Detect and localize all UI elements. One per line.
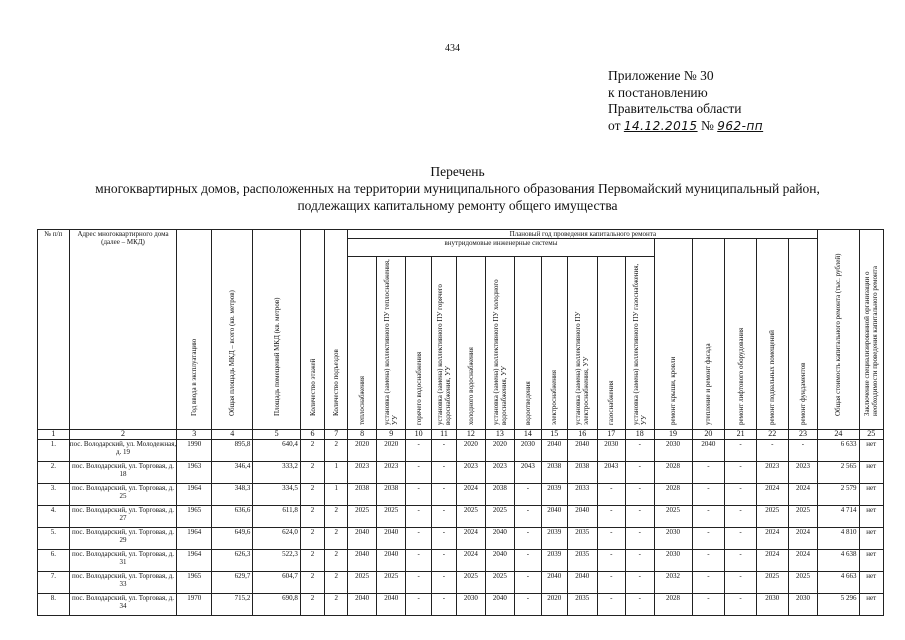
- table-cell: 4 810: [818, 528, 859, 550]
- table-cell: -: [406, 484, 431, 506]
- appendix-date-line: [608, 118, 763, 135]
- table-cell: 2: [300, 550, 324, 572]
- table-cell: нет: [859, 594, 884, 616]
- table-cell: 4 714: [818, 506, 859, 528]
- table-cell: 2025: [376, 506, 406, 528]
- table-cell: 2040: [376, 528, 406, 550]
- table-cell: 2025: [457, 506, 486, 528]
- table-cell: нет: [859, 506, 884, 528]
- column-number: 20: [692, 430, 725, 440]
- table-cell: 895,8: [212, 440, 253, 462]
- table-row: [38, 462, 884, 484]
- table-cell: 2040: [376, 550, 406, 572]
- table-cell: 2023: [756, 462, 788, 484]
- table-cell: 636,6: [212, 506, 253, 528]
- table-cell: нет: [859, 550, 884, 572]
- address-cell: пос. Володарский, ул. Торговая, д. 33: [69, 572, 177, 594]
- table-cell: -: [725, 462, 757, 484]
- table-cell: 1964: [177, 550, 212, 572]
- table-cell: 2025: [788, 506, 818, 528]
- table-cell: 2024: [788, 550, 818, 572]
- table-cell: нет: [859, 572, 884, 594]
- table-cell: -: [431, 594, 456, 616]
- table-cell: 2038: [485, 484, 515, 506]
- header-total-cost: Общая стоимость капитального ремонта (тыс. рублей): [818, 230, 859, 430]
- column-number: 12: [457, 430, 486, 440]
- table-cell: 2040: [541, 506, 567, 528]
- table-cell: -: [626, 550, 655, 572]
- handwritten-date: 14.12.2015: [623, 118, 698, 133]
- table-cell: 2028: [654, 462, 692, 484]
- table-cell: 4 638: [818, 550, 859, 572]
- table-cell: 2025: [756, 506, 788, 528]
- header-address: Адрес многоквартирного дома (далее – МКД): [69, 230, 177, 430]
- table-row: [38, 484, 884, 506]
- table-cell: -: [597, 550, 626, 572]
- header-year: Год ввода в эксплуатацию: [177, 230, 212, 430]
- column-number-row: [38, 430, 884, 440]
- table-cell: -: [597, 484, 626, 506]
- handwritten-number: 962-пп: [717, 118, 764, 133]
- table-cell: -: [692, 528, 725, 550]
- table-cell: 2025: [485, 506, 515, 528]
- table-cell: -: [515, 528, 541, 550]
- table-cell: -: [788, 440, 818, 462]
- table-cell: 2: [300, 506, 324, 528]
- table-cell: 2 565: [818, 462, 859, 484]
- table-cell: 2023: [457, 462, 486, 484]
- table-cell: -: [597, 528, 626, 550]
- table-cell: 626,3: [212, 550, 253, 572]
- table-row: [38, 594, 884, 616]
- column-number: 9: [376, 430, 406, 440]
- table-cell: 2038: [348, 484, 377, 506]
- table-cell: 2023: [485, 462, 515, 484]
- header-col-10: горячего водоснабжения: [406, 257, 431, 430]
- address-cell: пос. Володарский, ул. Молодежная, д. 19: [69, 440, 177, 462]
- table-cell: 2030: [654, 550, 692, 572]
- table-cell: нет: [859, 440, 884, 462]
- header-col-18: установка (замена) коллективного ПУ газоснабжения, УУ: [626, 257, 655, 430]
- table-cell: 2025: [485, 572, 515, 594]
- table-cell: -: [515, 572, 541, 594]
- table-row: [38, 506, 884, 528]
- column-number: 3: [177, 430, 212, 440]
- table-cell: 2040: [567, 440, 597, 462]
- title-line-1: Перечень: [430, 164, 485, 179]
- table-cell: -: [626, 462, 655, 484]
- table-cell: 2024: [756, 484, 788, 506]
- table-cell: 2035: [567, 528, 597, 550]
- table-cell: 2030: [597, 440, 626, 462]
- table-cell: 2024: [788, 484, 818, 506]
- appendix-line-2: к постановлению: [608, 84, 708, 100]
- table-cell: -: [725, 594, 757, 616]
- table-cell: 2028: [654, 484, 692, 506]
- address-cell: пос. Володарский, ул. Торговая, д. 27: [69, 506, 177, 528]
- table-cell: 2040: [348, 550, 377, 572]
- table-cell: 2024: [457, 528, 486, 550]
- table-cell: 2025: [348, 506, 377, 528]
- table-cell: 2: [300, 462, 324, 484]
- table-cell: 629,7: [212, 572, 253, 594]
- table-cell: 2040: [485, 528, 515, 550]
- table-cell: 2024: [756, 550, 788, 572]
- table-cell: -: [431, 440, 456, 462]
- table-cell: 2038: [567, 462, 597, 484]
- table-cell: 4 663: [818, 572, 859, 594]
- table-cell: -: [692, 462, 725, 484]
- table-cell: 2043: [515, 462, 541, 484]
- housing-table: [37, 229, 884, 616]
- table-cell: 2: [300, 572, 324, 594]
- table-cell: -: [626, 484, 655, 506]
- table-row: [38, 440, 884, 462]
- header-floors: Количество этажей: [300, 230, 324, 430]
- table-cell: 2: [325, 572, 348, 594]
- table-body: [38, 440, 884, 616]
- table-cell: -: [725, 484, 757, 506]
- table-cell: 522,3: [253, 550, 301, 572]
- column-number: 14: [515, 430, 541, 440]
- table-cell: 2040: [485, 594, 515, 616]
- table-cell: -: [431, 550, 456, 572]
- column-numbers: [38, 430, 884, 440]
- column-number: 21: [725, 430, 757, 440]
- column-number: 6: [300, 430, 324, 440]
- table-cell: -: [725, 550, 757, 572]
- table-cell: -: [406, 440, 431, 462]
- table-cell: 649,6: [212, 528, 253, 550]
- table-cell: -: [725, 528, 757, 550]
- table-cell: -: [431, 462, 456, 484]
- address-cell: пос. Володарский, ул. Торговая, д. 31: [69, 550, 177, 572]
- address-cell: пос. Володарский, ул. Торговая, д. 18: [69, 462, 177, 484]
- table-cell: 1964: [177, 528, 212, 550]
- table-cell: 2039: [541, 528, 567, 550]
- table-cell: 1990: [177, 440, 212, 462]
- table-row: [38, 550, 884, 572]
- table-cell: 2040: [376, 594, 406, 616]
- table-cell: 1965: [177, 572, 212, 594]
- header-col-12: холодного водоснабжения: [457, 257, 486, 430]
- document-title: [40, 163, 875, 214]
- table-cell: 2030: [756, 594, 788, 616]
- table-cell: 2 579: [818, 484, 859, 506]
- table-cell: -: [597, 572, 626, 594]
- header-planned-year: Плановый год проведения капитального ремонта: [348, 230, 818, 239]
- address-cell: пос. Володарский, ул. Торговая, д. 25: [69, 484, 177, 506]
- table-cell: 1964: [177, 484, 212, 506]
- table-cell: 2020: [457, 440, 486, 462]
- table-cell: 2: [300, 484, 324, 506]
- column-number: 10: [406, 430, 431, 440]
- table-cell: -: [725, 506, 757, 528]
- header-col-21: ремонт лифтового оборудования: [725, 239, 757, 430]
- table-cell: 2023: [348, 462, 377, 484]
- table-cell: 2025: [756, 572, 788, 594]
- column-number: 7: [325, 430, 348, 440]
- table-cell: 2040: [348, 528, 377, 550]
- table-row: [38, 528, 884, 550]
- header-col-15: электроснабжения: [541, 257, 567, 430]
- header-col-19: ремонт крыши, кровли: [654, 239, 692, 430]
- table-cell: -: [515, 506, 541, 528]
- column-number: 11: [431, 430, 456, 440]
- header-conclusion: Заключение специализированной организации о необходимости проведения капитального ремонта: [859, 230, 884, 430]
- table-cell: 1970: [177, 594, 212, 616]
- table-cell: 611,8: [253, 506, 301, 528]
- table-cell: 2039: [541, 550, 567, 572]
- column-number: 8: [348, 430, 377, 440]
- table-cell: 604,7: [253, 572, 301, 594]
- column-number: 22: [756, 430, 788, 440]
- table-cell: 1: [325, 484, 348, 506]
- table-cell: 2040: [692, 440, 725, 462]
- table-cell: 2032: [654, 572, 692, 594]
- table-header: [38, 230, 884, 430]
- column-number: 24: [818, 430, 859, 440]
- table-cell: 2040: [541, 572, 567, 594]
- table-cell: 2030: [654, 528, 692, 550]
- table-cell: 1963: [177, 462, 212, 484]
- table-cell: -: [725, 572, 757, 594]
- table-cell: 2: [325, 528, 348, 550]
- table-cell: -: [597, 594, 626, 616]
- table-cell: 2035: [567, 550, 597, 572]
- table-cell: 2020: [348, 440, 377, 462]
- table-cell: -: [515, 484, 541, 506]
- table-cell: 2: [300, 440, 324, 462]
- column-number: 19: [654, 430, 692, 440]
- table-cell: 2030: [654, 440, 692, 462]
- header-col-20: утепление и ремонт фасада: [692, 239, 725, 430]
- table-cell: -: [756, 440, 788, 462]
- header-col-22: ремонт подвальных помещений: [756, 239, 788, 430]
- table-cell: -: [431, 484, 456, 506]
- table-cell: -: [626, 572, 655, 594]
- title-line-3: подлежащих капитальному ремонту общего имущества: [297, 198, 618, 213]
- table-cell: 2039: [541, 484, 567, 506]
- table-cell: 690,8: [253, 594, 301, 616]
- table-cell: -: [515, 594, 541, 616]
- row-number: 7.: [38, 572, 70, 594]
- table-cell: 2020: [541, 594, 567, 616]
- table-cell: 2040: [567, 572, 597, 594]
- table-cell: -: [626, 594, 655, 616]
- table-cell: -: [431, 506, 456, 528]
- address-cell: пос. Володарский, ул. Торговая, д. 34: [69, 594, 177, 616]
- table-cell: 2023: [376, 462, 406, 484]
- address-cell: пос. Володарский, ул. Торговая, д. 29: [69, 528, 177, 550]
- table-cell: 2038: [541, 462, 567, 484]
- table-cell: 2035: [567, 594, 597, 616]
- table-cell: 640,4: [253, 440, 301, 462]
- table-cell: 2: [300, 528, 324, 550]
- table-cell: 1965: [177, 506, 212, 528]
- row-number: 8.: [38, 594, 70, 616]
- table-cell: 6 633: [818, 440, 859, 462]
- table-cell: 2020: [376, 440, 406, 462]
- table-cell: -: [406, 550, 431, 572]
- column-number: 13: [485, 430, 515, 440]
- header-entrances: Количество подъездов: [325, 230, 348, 430]
- table-cell: 715,2: [212, 594, 253, 616]
- table-cell: 2025: [654, 506, 692, 528]
- table-cell: 2040: [348, 594, 377, 616]
- header-col-17: газоснабжения: [597, 257, 626, 430]
- table-cell: 2024: [457, 550, 486, 572]
- table-cell: 2043: [597, 462, 626, 484]
- header-col-13: установка (замена) коллективного ПУ холодного водоснабжения, УУ: [485, 257, 515, 430]
- table-cell: 2033: [567, 484, 597, 506]
- table-cell: 2040: [485, 550, 515, 572]
- table-cell: 2025: [457, 572, 486, 594]
- table-cell: нет: [859, 484, 884, 506]
- appendix-line-1: Приложение № 30: [608, 68, 714, 83]
- column-number: 17: [597, 430, 626, 440]
- table-cell: -: [692, 572, 725, 594]
- table-cell: 2040: [541, 440, 567, 462]
- date-prefix: от: [608, 117, 621, 133]
- row-number: 2.: [38, 462, 70, 484]
- table-cell: 2030: [515, 440, 541, 462]
- table-cell: 333,2: [253, 462, 301, 484]
- row-number: 6.: [38, 550, 70, 572]
- table-cell: -: [406, 572, 431, 594]
- table-cell: 2030: [457, 594, 486, 616]
- appendix-line-3: Правительства области: [608, 101, 742, 116]
- table-cell: нет: [859, 462, 884, 484]
- table-cell: 2: [325, 550, 348, 572]
- table-cell: -: [431, 572, 456, 594]
- table-cell: -: [431, 528, 456, 550]
- table-cell: -: [626, 440, 655, 462]
- table-cell: -: [515, 550, 541, 572]
- table-cell: 2025: [788, 572, 818, 594]
- table-cell: 2024: [756, 528, 788, 550]
- header-no: № п/п: [38, 230, 70, 430]
- column-number: 16: [567, 430, 597, 440]
- table-cell: 5 296: [818, 594, 859, 616]
- table-cell: -: [626, 528, 655, 550]
- table-cell: 348,3: [212, 484, 253, 506]
- table-cell: 2040: [567, 506, 597, 528]
- table-cell: -: [692, 484, 725, 506]
- column-number: 25: [859, 430, 884, 440]
- table-cell: -: [406, 462, 431, 484]
- table-cell: 2028: [654, 594, 692, 616]
- page-number: 434: [445, 43, 460, 54]
- column-number: 2: [69, 430, 177, 440]
- header-premises-area: Площадь помещений МКД (кв. метров): [253, 230, 301, 430]
- table-cell: 2: [300, 594, 324, 616]
- row-number: 1.: [38, 440, 70, 462]
- table-cell: 2020: [485, 440, 515, 462]
- row-number: 4.: [38, 506, 70, 528]
- table-cell: 1: [325, 462, 348, 484]
- table-cell: 2: [325, 506, 348, 528]
- table-cell: 2: [325, 440, 348, 462]
- table-cell: -: [406, 594, 431, 616]
- table-cell: -: [406, 506, 431, 528]
- table-cell: 2025: [348, 572, 377, 594]
- table-cell: 346,4: [212, 462, 253, 484]
- table-cell: нет: [859, 528, 884, 550]
- appendix-block: [608, 68, 763, 134]
- table-cell: -: [406, 528, 431, 550]
- column-number: 18: [626, 430, 655, 440]
- title-line-2: многоквартирных домов, расположенных на территории муниципального образования Первомайский муниципальный район,: [95, 181, 820, 196]
- column-number: 4: [212, 430, 253, 440]
- header-col-23: ремонт фундаментов: [788, 239, 818, 430]
- table-cell: 2024: [788, 528, 818, 550]
- header-internal-systems: внутридомовые инженерные системы: [348, 239, 654, 257]
- table-cell: 2024: [457, 484, 486, 506]
- table-cell: 2023: [788, 462, 818, 484]
- table-cell: -: [597, 506, 626, 528]
- header-total-area: Общая площадь МКД – всего (кв. метров): [212, 230, 253, 430]
- table-cell: 334,5: [253, 484, 301, 506]
- table-cell: -: [692, 550, 725, 572]
- table-cell: 624,0: [253, 528, 301, 550]
- header-col-16: установка (замена) коллективного ПУ электроснабжения, УУ: [567, 257, 597, 430]
- table-cell: -: [725, 440, 757, 462]
- table-cell: 2038: [376, 484, 406, 506]
- table-cell: -: [626, 506, 655, 528]
- table-cell: 2030: [788, 594, 818, 616]
- header-col-9: установка (замена) коллективного ПУ теплоснабжения, УУ: [376, 257, 406, 430]
- table-cell: 2: [325, 594, 348, 616]
- column-number: 5: [253, 430, 301, 440]
- column-number: 15: [541, 430, 567, 440]
- header-col-11: установка (замена) коллективного ПУ горячего водоснабжения, УУ: [431, 257, 456, 430]
- row-number: 3.: [38, 484, 70, 506]
- header-col-8: теплоснабжения: [348, 257, 377, 430]
- table-cell: 2025: [376, 572, 406, 594]
- header-col-14: водоотведения: [515, 257, 541, 430]
- table-cell: -: [692, 506, 725, 528]
- number-prefix: №: [700, 117, 714, 133]
- column-number: 23: [788, 430, 818, 440]
- table-cell: -: [692, 594, 725, 616]
- column-number: 1: [38, 430, 70, 440]
- table-row: [38, 572, 884, 594]
- row-number: 5.: [38, 528, 70, 550]
